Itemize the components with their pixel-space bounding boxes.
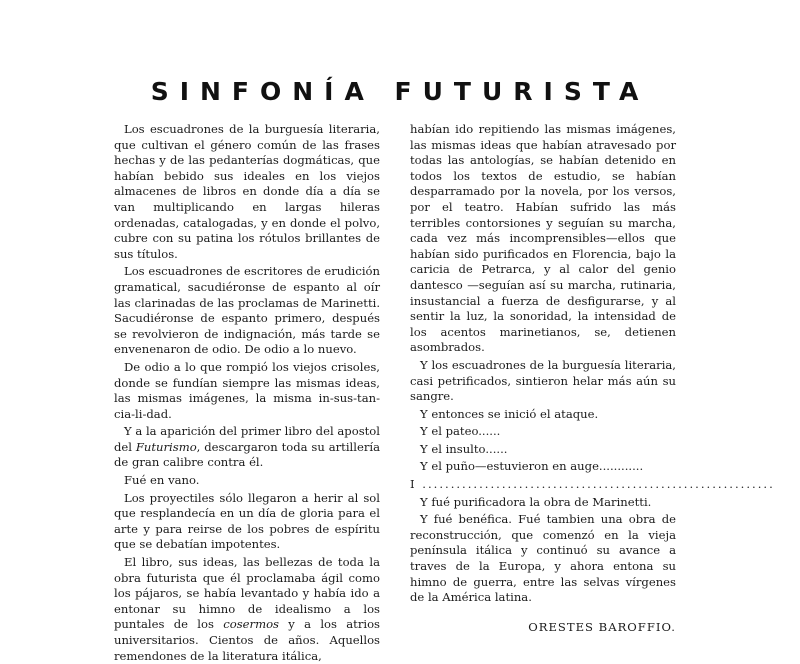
italic-word: Futurismo: [135, 439, 197, 454]
article-title: SINFONÍA FUTURISTA: [150, 76, 650, 106]
paragraph: Y el insulto......: [420, 441, 508, 456]
paragraph: Los proyectiles sólo llegaron a herir al sol que resplandecía en un día de gloria para el arte y para reirse de los pobres de espíritu que se debatían impotentes.: [114, 490, 380, 552]
paragraph: Los escuadrones de la burguesía literaria, que cultivan el género común de las frases hechas y de las pedanterías dogmáticas, que habían bebido sus ideales en los viejos almacenes de libros en donde día a día se van multiplicando en largas hileras ordenadas, catalogadas, y en donde el polvo, cubre con su patina los rótulos brillantes de sus títulos.: [114, 122, 380, 261]
paragraph: Y fué purificadora la obra de Marinetti.: [420, 494, 652, 509]
paragraph: [114, 424, 380, 471]
paragraph: Y los escuadrones de la burguesía literaria, casi petrificados, sintieron helar más aún su sangre.: [410, 357, 676, 404]
italic-word: cosermos: [223, 617, 279, 632]
right-column: [410, 122, 775, 635]
paragraph: Fué en vano.: [124, 473, 200, 488]
left-column: [114, 122, 380, 664]
paragraph: Y el pateo......: [420, 424, 501, 439]
paragraph: De odio a lo que rompió los viejos crisoles, donde se fundían siempre las mismas ideas, las mismas imágenes, la misma in-sus-tan-cia-li-dad.: [114, 359, 380, 421]
paragraph-text: , descargaron toda su artillería de gran calibre contra él.: [114, 439, 380, 470]
paragraph: [114, 555, 380, 664]
paragraph-text: y a los atrios universitarios. Cientos de años. Aquellos remendones de la literatura itálica,: [114, 617, 381, 663]
paragraph: Y el puño—estuvieron en auge............: [420, 459, 644, 474]
paragraph: Y entonces se inició el ataque.: [420, 406, 599, 421]
paragraph: Los escuadrones de escritores de erudición gramatical, sacudiéronse de espanto al oír las clarinadas de las proclamas de Marinetti. Sacudiéronse de espanto primero, después se revolvieron de indignación, más tarde se envenenaron de odio. De odio a lo nuevo.: [114, 264, 380, 357]
ellipsis-line: I ..............................................................: [410, 477, 775, 492]
paragraph-text: Y a la aparición del primer libro del apostol del: [114, 424, 380, 454]
author-signature: ORESTES BAROFFIO.: [528, 619, 676, 634]
paragraph: Y fué benéfica. Fué tambien una obra de reconstrucción, que comenzó en la vieja península itálica y continuó su avance a traves de la Europa, y ahora entona su himno de guerra, entre las selvas vírgenes de la América latina.: [410, 512, 676, 605]
paragraph: habían ido repitiendo las mismas imágenes, las mismas ideas que habían atravesado por todas las antologías, se habían detenido en todos los textos de estudio, se habían desparramado por la novela, por los versos, por el teatro. Habían sufrido las más terribles contorsiones y seguían su marcha, cada vez más incomprensibles—ellos que habían sido purificados en Florencia, bajo la caricia de Petrarca, y al calor del genio dantesco —seguían así su marcha, rutinaria, insustancial a fuerza de desfigurarse, y al sentir la luz, la sonoridad, la intensidad de los acentos marinetianos, se, detienen asombrados.: [410, 122, 676, 355]
paragraph-text: El libro, sus ideas, las bellezas de toda la obra futurista que él proclamaba ágil como los pájaros, se había levantado y había ido a entonar su himno de idealismo a los puntales de los: [114, 555, 380, 632]
